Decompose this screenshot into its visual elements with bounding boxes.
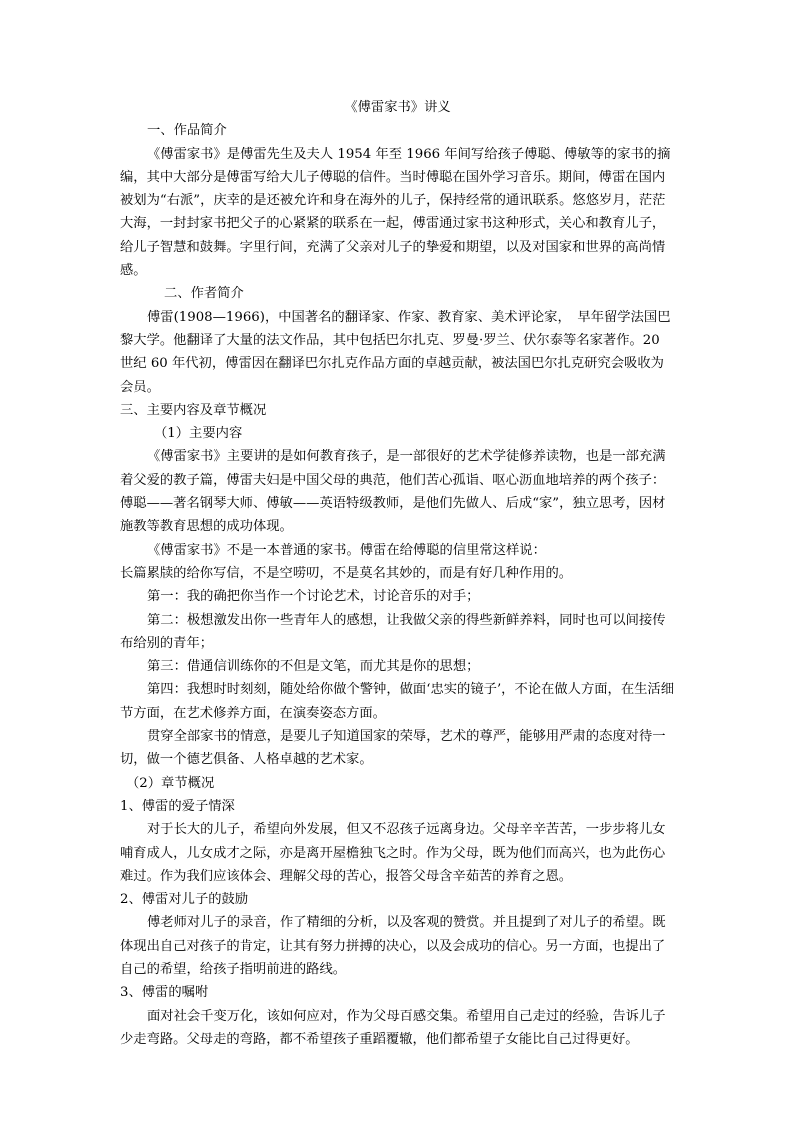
work-intro-paragraph: 《傅雷家书》是傅雷先生及夫人 1954 年至 1966 年间写给孩子傅聪、傅敏等的家书的摘编，其中大部分是傅雷写给大儿子傅聪的信件。当时傅聪在国外学习音乐。期间，傅雷在国内被划为“右派”，庆幸的是还被允许和身在海外的儿子，保持经常的通讯联系。悠悠岁月，茫茫大海，一封封家书把父子的心紧紧的联系在一起，傅雷通过家书这种形式，关心和教育儿子，给儿子智慧和鼓舞。字里行间，充满了父亲对儿子的挚爱和期望，以及对国家和世界的高尚情感。 xyxy=(120,146,671,279)
section-heading-work-intro: 一、作品简介 xyxy=(147,123,227,139)
chapter-paragraph-2: 傅老师对儿子的录音，作了精细的分析，以及客观的赞赏。并且提到了对儿子的希望。既体现出自己对孩子的肯定，让其有努力拼搏的决心，以及会成功的信心。另一方面，也提出了自己的希望，给孩子指明前进的路线。 xyxy=(120,915,666,977)
author-intro-paragraph: 傅雷(1908—1966)，中国著名的翻译家、作家、教育家、美术评论家， 早年留学法国巴黎大学。他翻译了大量的法文作品，其中包括巴尔扎克、罗曼·罗兰、伏尔泰等名家著作。20 世纪 60 年代初，傅雷因在翻译巴尔扎克作品方面的卓越贡献，被法国巴尔扎克研究会吸收为会员。 xyxy=(120,309,671,395)
document-body xyxy=(120,96,675,1051)
chapter-heading-1: 1、傅雷的爱子情深 xyxy=(120,798,235,814)
point-second: 第二：极想激发出你一些青年人的感想，让我做父亲的得些新鲜养料，同时也可以间接传布给别的青年； xyxy=(120,612,666,651)
letter-quote: 长篇累牍的给你写信，不是空唠叨，不是莫名其妙的，而是有好几种作用的。 xyxy=(120,565,573,581)
chapter-heading-3: 3、傅雷的嘱咐 xyxy=(120,985,209,1001)
section-heading-author-intro: 二、作者简介 xyxy=(164,286,244,302)
letters-intro-paragraph: 《傅雷家书》不是一本普通的家书。傅雷在给傅聪的信里常这样说： xyxy=(147,542,546,558)
document-title: 《傅雷家书》讲义 xyxy=(344,100,451,115)
chapter-heading-2: 2、傅雷对儿子的鼓励 xyxy=(120,892,249,908)
subheading-main-content: （1）主要内容 xyxy=(154,426,243,442)
summary-paragraph: 贯穿全部家书的情意，是要儿子知道国家的荣辱，艺术的尊严，能够用严肃的态度对待一切，做一个德艺俱备、人格卓越的艺术家。 xyxy=(120,729,666,768)
chapter-paragraph-1: 对于长大的儿子，希望向外发展，但又不忍孩子远离身边。父母辛辛苦苦，一步步将儿女哺育成人，儿女成才之际，亦是离开屋檐独飞之时。作为父母，既为他们而高兴，也为此伤心难过。作为我们应该体会、理解父母的苦心，报答父母含辛茹苦的养育之恩。 xyxy=(120,822,666,884)
point-first: 第一：我的确把你当作一个讨论艺术，讨论音乐的对手； xyxy=(147,589,480,605)
chapter-paragraph-3: 面对社会千变万化，该如何应对，作为父母百感交集。希望用自己走过的经验，告诉儿子少走弯路。父母走的弯路，都不希望孩子重蹈覆辙，他们都希望子女能比自己过得更好。 xyxy=(120,1008,666,1047)
main-content-paragraph: 《傅雷家书》主要讲的是如何教育孩子，是一部很好的艺术学徒修养读物，也是一部充满着父爱的教子篇，傅雷夫妇是中国父母的典范，他们苦心孤诣、呕心沥血地培养的两个孩子：傅聪——著名钢琴大师、傅敏——英语特级教师，是他们先做人、后成“家”，独立思考，因材施教等教育思想的成功体现。 xyxy=(120,449,666,535)
point-third: 第三：借通信训练你的不但是文笔，而尤其是你的思想； xyxy=(147,659,480,675)
section-heading-content-overview: 三、主要内容及章节概况 xyxy=(120,402,267,418)
point-fourth: 第四：我想时时刻刻，随处给你做个警钟，做面‘忠实的镜子’，不论在做人方面，在生活细节方面，在艺术修养方面，在演奏姿态方面。 xyxy=(120,682,675,721)
subheading-chapter-overview: （2）章节概况 xyxy=(126,775,215,791)
